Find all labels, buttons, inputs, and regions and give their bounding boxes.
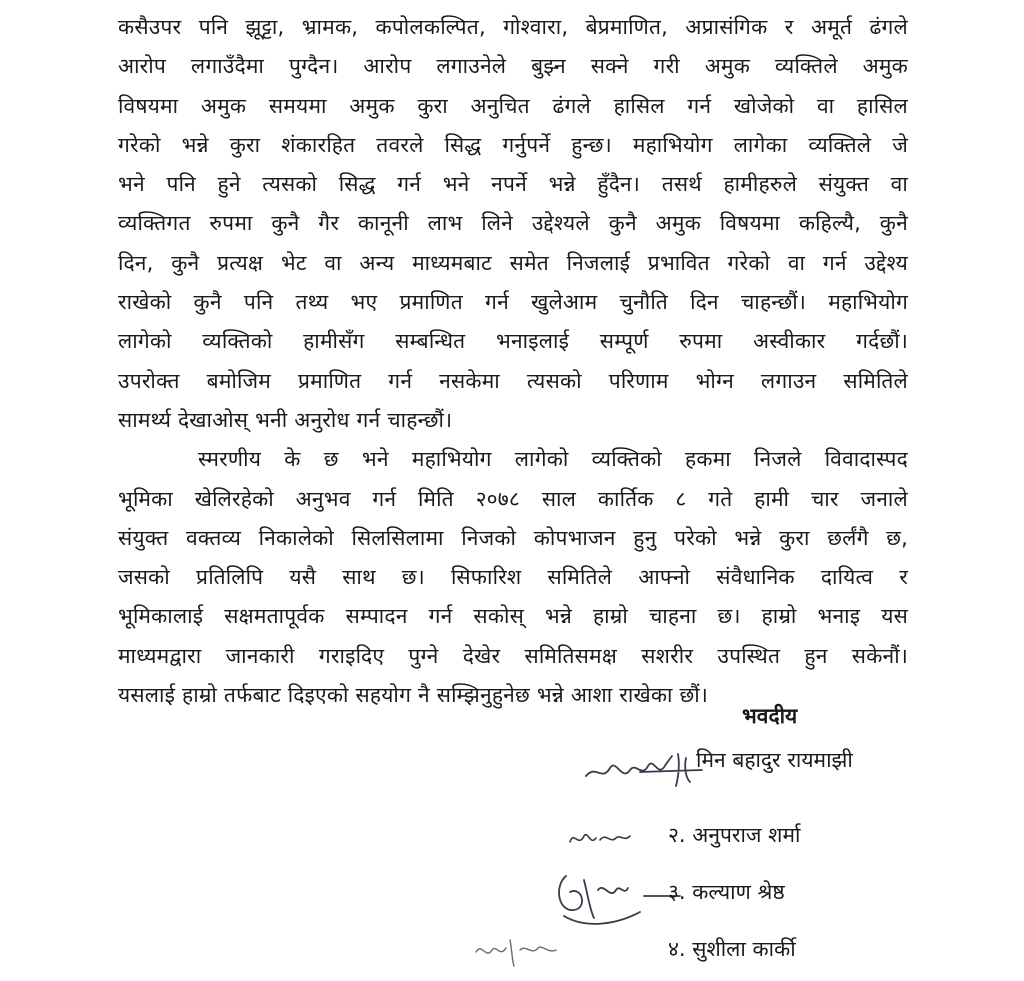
body-line: यसलाई हाम्रो तर्फबाट दिइएको सहयोग नै सम्झिनुहुनेछ भन्ने आशा राखेका छौं।: [118, 683, 709, 708]
signatory-3-name: ३. कल्याण श्रेष्ठ: [668, 880, 785, 904]
signature-3-icon: [544, 866, 684, 936]
body-line: व्यक्तिगत रुपमा कुनै गैर कानूनी लाभ लिने उद्देश्यले कुनै अमुक विषयमा कहिल्यै, कुनै: [118, 211, 908, 236]
signature-2-icon: [566, 822, 646, 852]
body-line: भूमिकालाई सक्षमतापूर्वक सम्पादन गर्न सकोस् भन्ने हाम्रो चाहना छ। हाम्रो भनाइ यस: [118, 604, 908, 629]
body-line: लागेको व्यक्तिको हामीसँग सम्बन्धित भनाइलाई सम्पूर्ण रुपमा अस्वीकार गर्दछौं।: [118, 329, 908, 354]
body-line: गरेको भन्ने कुरा शंकारहित तवरले सिद्ध गर्नुपर्ने हुन्छ। महाभियोग लागेका व्यक्तिले जे: [118, 132, 908, 157]
body-line: राखेको कुनै पनि तथ्य भए प्रमाणित गर्न खुलेआम चुनौति दिन चाहन्छौं। महाभियोग: [118, 290, 908, 315]
body-line: संयुक्त वक्तव्य निकालेको सिलसिलामा निजको कोपभाजन हुनु परेको भन्ने कुरा छर्लंगै छ,: [118, 525, 908, 550]
signatory-2-name: २. अनुपराज शर्मा: [668, 823, 801, 847]
letter-body: [118, 8, 908, 715]
closing-salutation: भवदीय: [742, 704, 798, 728]
body-line: सामर्थ्य देखाओस् भनी अनुरोध गर्न चाहन्छौं।: [118, 407, 453, 432]
body-line: माध्यमद्वारा जानकारी गराइदिए पुग्ने देखेर समितिसमक्ष सशरीर उपस्थित हुन सकेनौं।: [118, 643, 908, 668]
body-line: भने पनि हुने त्यसको सिद्ध गर्न भने नपर्ने भन्ने हुँदैन। तसर्थ हामीहरुले संयुक्त वा: [118, 172, 908, 197]
body-line: आरोप लगाउँदैमा पुग्दैन। आरोप लगाउनेले बुझ्न सक्ने गरी अमुक व्यक्तिले अमुक: [118, 54, 908, 79]
body-line: कसैउपर पनि झूट्टा, भ्रामक, कपोलकल्पित, गोश्वारा, बेप्रमाणित, अप्रासंगिक र अमूर्त ढंगले: [118, 15, 908, 39]
body-line: उपरोक्त बमोजिम प्रमाणित गर्न नसकेमा त्यसको परिणाम भोग्न लगाउन समितिले: [118, 368, 908, 393]
body-line: दिन, कुनै प्रत्यक्ष भेट वा अन्य माध्यमबाट समेत निजलाई प्रभावित गरेको वा गर्न उद्देश्य: [118, 250, 908, 275]
body-line: स्मरणीय के छ भने महाभियोग लागेको व्यक्तिको हकमा निजले विवादास्पद: [198, 447, 908, 472]
signatory-1-name: मिन बहादुर रायमाझी: [696, 748, 853, 772]
body-line: विषयमा अमुक समयमा अमुक कुरा अनुचित ढंगले हासिल गर्न खोजेको वा हासिल: [118, 93, 908, 118]
body-line: जसको प्रतिलिपि यसै साथ छ। सिफारिश समितिले आफ्नो संवैधानिक दायित्व र: [118, 565, 908, 590]
signature-4-icon: [470, 930, 580, 970]
body-line: भूमिका खेलिरहेको अनुभव गर्न मिति २०७८ साल कार्तिक ८ गते हामी चार जनाले: [118, 486, 908, 511]
signatory-4-name: ४. सुशीला कार्की: [668, 937, 796, 961]
